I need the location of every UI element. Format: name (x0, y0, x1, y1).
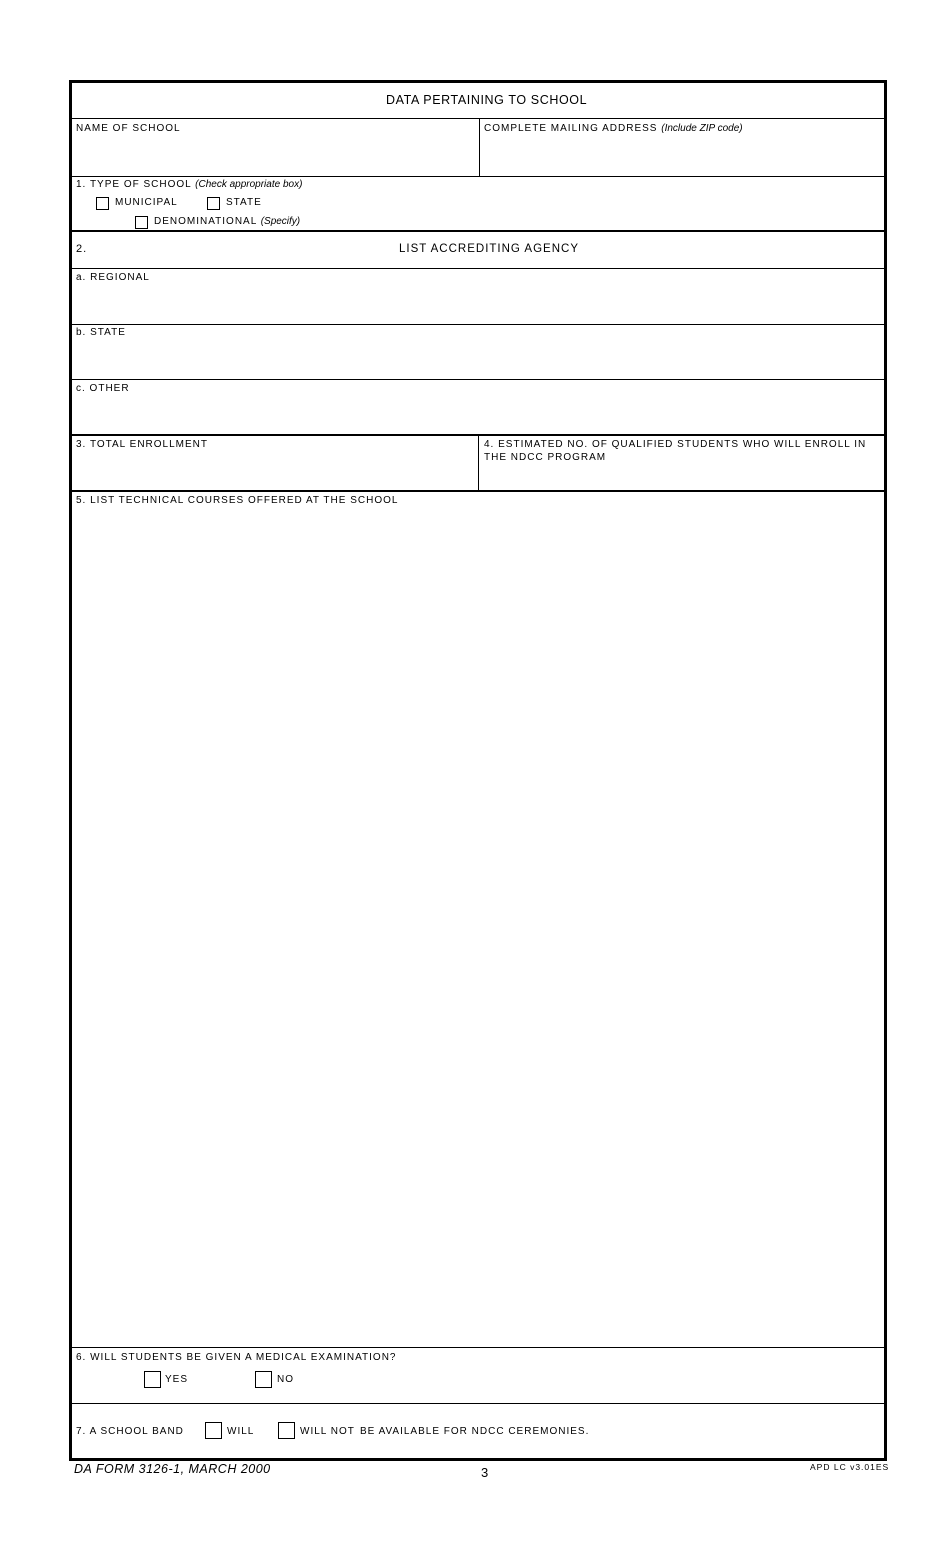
denominational-label (154, 216, 300, 227)
denominational-checkbox[interactable] (135, 216, 148, 229)
medical-no-checkbox[interactable] (255, 1371, 272, 1388)
denominational-label-text: DENOMINATIONAL (154, 216, 257, 227)
state-checkbox[interactable] (207, 197, 220, 210)
band-suffix-label: BE AVAILABLE FOR NDCC CEREMONIES. (360, 1426, 590, 1437)
total-enrollment-field[interactable] (72, 453, 477, 490)
accrediting-number: 2. (76, 243, 88, 255)
medical-exam-question: 6. WILL STUDENTS BE GIVEN A MEDICAL EXAMINATION? (76, 1352, 397, 1363)
divider (72, 1403, 884, 1404)
band-will-label: WILL (227, 1426, 255, 1437)
band-will-not-checkbox[interactable] (278, 1422, 295, 1439)
municipal-label: MUNICIPAL (115, 197, 178, 208)
form-title: DATA PERTAINING TO SCHOOL (386, 93, 588, 107)
technical-courses-label: 5. LIST TECHNICAL COURSES OFFERED AT THE SCHOOL (76, 495, 399, 506)
page-number: 3 (481, 1465, 489, 1480)
type-of-school-hint: (Check appropriate box) (195, 179, 303, 190)
technical-courses-field[interactable] (72, 511, 884, 1347)
type-of-school-label-text: 1. TYPE OF SCHOOL (76, 179, 192, 190)
mailing-address-label-text: COMPLETE MAILING ADDRESS (484, 123, 658, 134)
name-of-school-label: NAME OF SCHOOL (76, 123, 181, 134)
type-of-school-label (76, 179, 302, 190)
municipal-checkbox[interactable] (96, 197, 109, 210)
regional-field[interactable] (72, 286, 884, 324)
total-enrollment-label: 3. TOTAL ENROLLMENT (76, 439, 208, 450)
denominational-hint: (Specify) (260, 216, 301, 227)
medical-no-label: NO (277, 1374, 294, 1385)
state-agency-field[interactable] (72, 341, 884, 379)
other-agency-label: c. OTHER (76, 383, 130, 394)
band-will-checkbox[interactable] (205, 1422, 222, 1439)
divider (72, 230, 884, 232)
divider (72, 324, 884, 325)
medical-yes-checkbox[interactable] (144, 1371, 161, 1388)
mailing-address-label (484, 123, 743, 134)
version-label: APD LC v3.01ES (810, 1462, 890, 1472)
divider (72, 268, 884, 269)
estimated-students-label-2: THE NDCC PROGRAM (484, 452, 607, 463)
mailing-address-field[interactable] (480, 139, 884, 176)
band-will-not-label: WILL NOT (300, 1426, 355, 1437)
accrediting-title: LIST ACCREDITING AGENCY (399, 243, 579, 255)
divider (72, 176, 884, 177)
form-identifier: DA FORM 3126-1, MARCH 2000 (74, 1462, 271, 1476)
regional-label: a. REGIONAL (76, 272, 150, 283)
divider (72, 1347, 884, 1348)
divider (72, 490, 884, 492)
divider (72, 379, 884, 380)
school-band-label: 7. A SCHOOL BAND (76, 1426, 184, 1437)
name-of-school-field[interactable] (72, 119, 479, 176)
school-data-form (69, 80, 887, 1461)
estimated-students-field[interactable] (479, 467, 884, 490)
medical-yes-label: YES (165, 1374, 189, 1385)
estimated-students-label: 4. ESTIMATED NO. OF QUALIFIED STUDENTS WHO WILL ENROLL IN (484, 439, 867, 450)
state-agency-label: b. STATE (76, 327, 126, 338)
mailing-address-hint: (Include ZIP code) (661, 123, 743, 134)
state-label: STATE (226, 197, 262, 208)
other-agency-field[interactable] (72, 397, 884, 434)
